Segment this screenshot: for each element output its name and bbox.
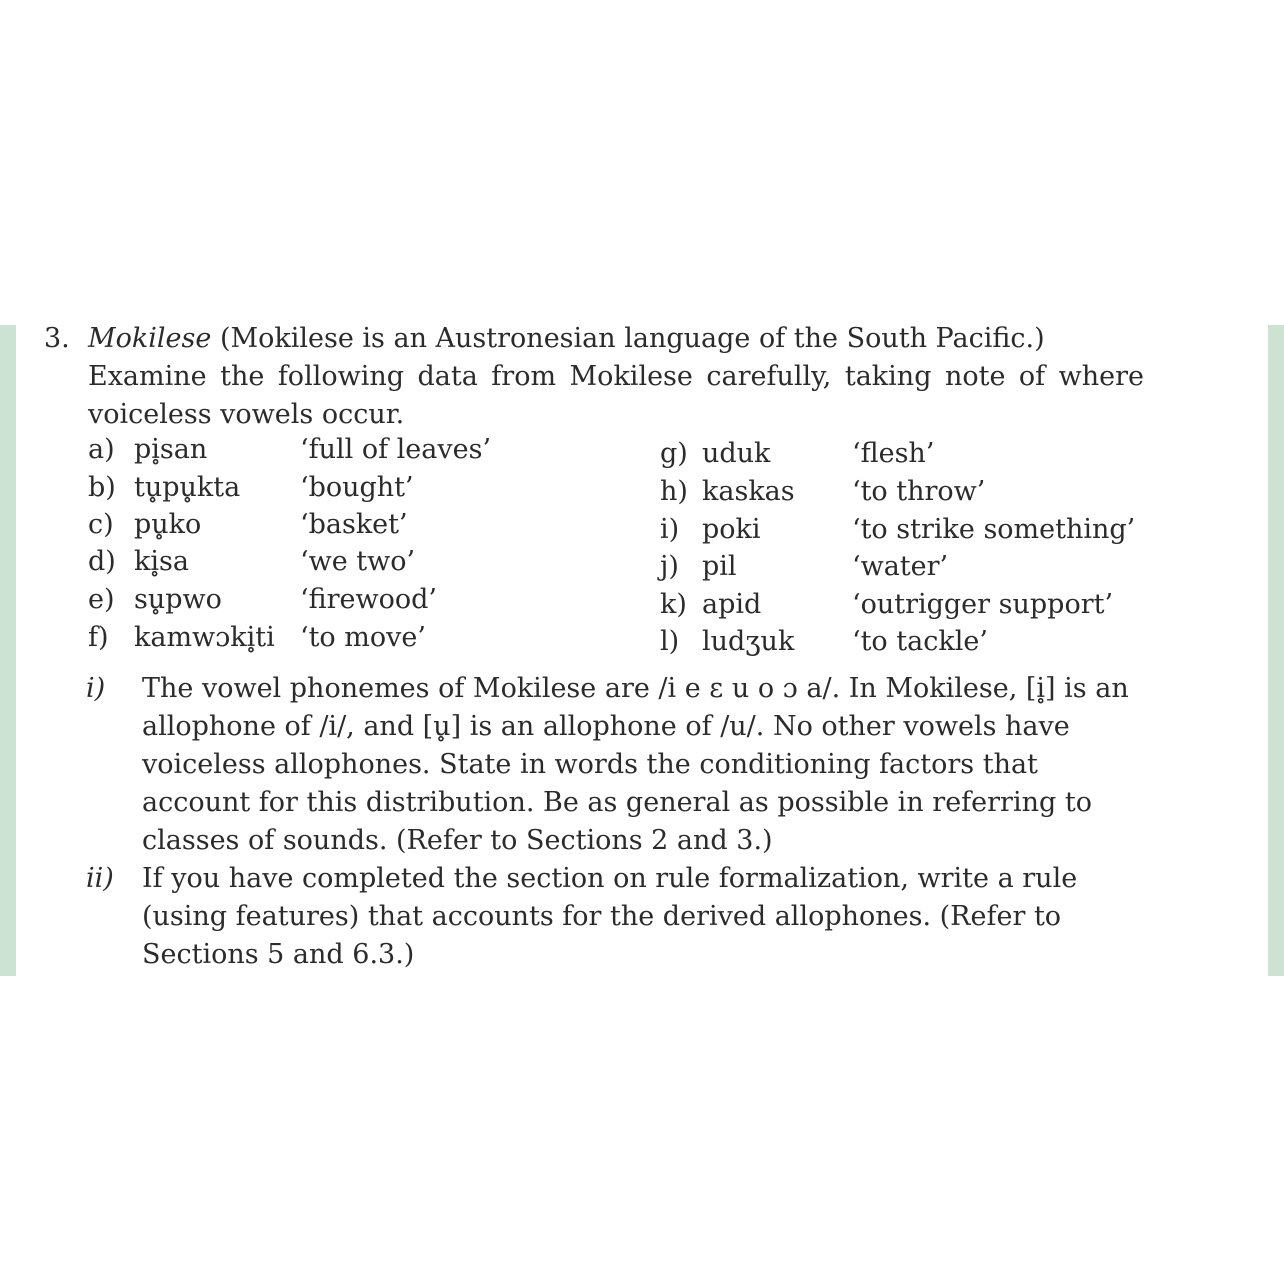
entry-word: ludʒuk — [702, 626, 795, 657]
entry-letter: b) — [88, 472, 116, 503]
entry-word: tu̥pu̥kta — [134, 472, 241, 503]
heading-description: (Mokilese is an Austronesian language of the South Pacific.) — [211, 323, 1045, 354]
question-text: The vowel phonemes of Mokilese are /i e ɛ u o ɔ a/. In Mokilese, [i̥] is an allophone of /i/, and [u̥] is an allophone of /u/. No other vowels have voiceless allophones. State in words the conditioning factors that account for this distribution. Be as general as possible in referring to classes of sounds. (Refer to Sections 2 and 3.) — [142, 673, 1129, 856]
entry-word: pi̥san — [134, 434, 208, 465]
entry-gloss: ‘basket’ — [300, 509, 408, 540]
entry-letter: k) — [660, 589, 687, 620]
question-label: i) — [86, 673, 106, 704]
entry-word: uduk — [702, 438, 771, 469]
entry-gloss: ‘firewood’ — [300, 584, 437, 615]
entry-word: pu̥ko — [134, 509, 202, 540]
entry-gloss: ‘flesh’ — [852, 438, 935, 469]
entry-word: apid — [702, 589, 762, 620]
entry-gloss: ‘outrigger support’ — [852, 589, 1114, 620]
language-name: Mokilese — [88, 323, 212, 354]
entry-letter: i) — [660, 514, 680, 545]
entry-letter: l) — [660, 626, 680, 657]
entry-letter: c) — [88, 509, 114, 540]
instructions: Examine the following data from Mokilese carefully, taking note of where voiceless vowels occur. — [88, 361, 1144, 430]
exercise-number: 3. — [44, 323, 70, 354]
entry-letter: h) — [660, 476, 688, 507]
entry-letter: a) — [88, 434, 115, 465]
entry-word: kaskas — [702, 476, 795, 507]
exercise-heading — [88, 320, 1045, 358]
entry-gloss: ‘we two’ — [300, 546, 416, 577]
entry-letter: g) — [660, 438, 688, 469]
entry-letter: j) — [660, 551, 679, 582]
entry-word: pil — [702, 551, 737, 582]
entry-gloss: ‘to move’ — [300, 622, 426, 653]
entry-gloss: ‘to throw’ — [852, 476, 986, 507]
entry-word: su̥pwo — [134, 584, 222, 615]
entry-gloss: ‘to strike something’ — [852, 514, 1136, 545]
entry-word: kamwɔki̥ti — [134, 622, 275, 653]
entry-gloss: ‘to tackle’ — [852, 626, 988, 657]
entry-letter: f) — [88, 622, 109, 653]
entry-letter: e) — [88, 584, 115, 615]
entry-letter: d) — [88, 546, 116, 577]
entry-gloss: ‘full of leaves’ — [300, 434, 492, 465]
entry-gloss: ‘water’ — [852, 551, 949, 582]
entry-gloss: ‘bought’ — [300, 472, 414, 503]
entry-word: ki̥sa — [134, 546, 189, 577]
entry-word: poki — [702, 514, 761, 545]
question-text: If you have completed the section on rule formalization, write a rule (using features) that accounts for the derived allophones. (Refer to Sections 5 and 6.3.) — [142, 863, 1078, 970]
question-label: ii) — [86, 863, 114, 894]
